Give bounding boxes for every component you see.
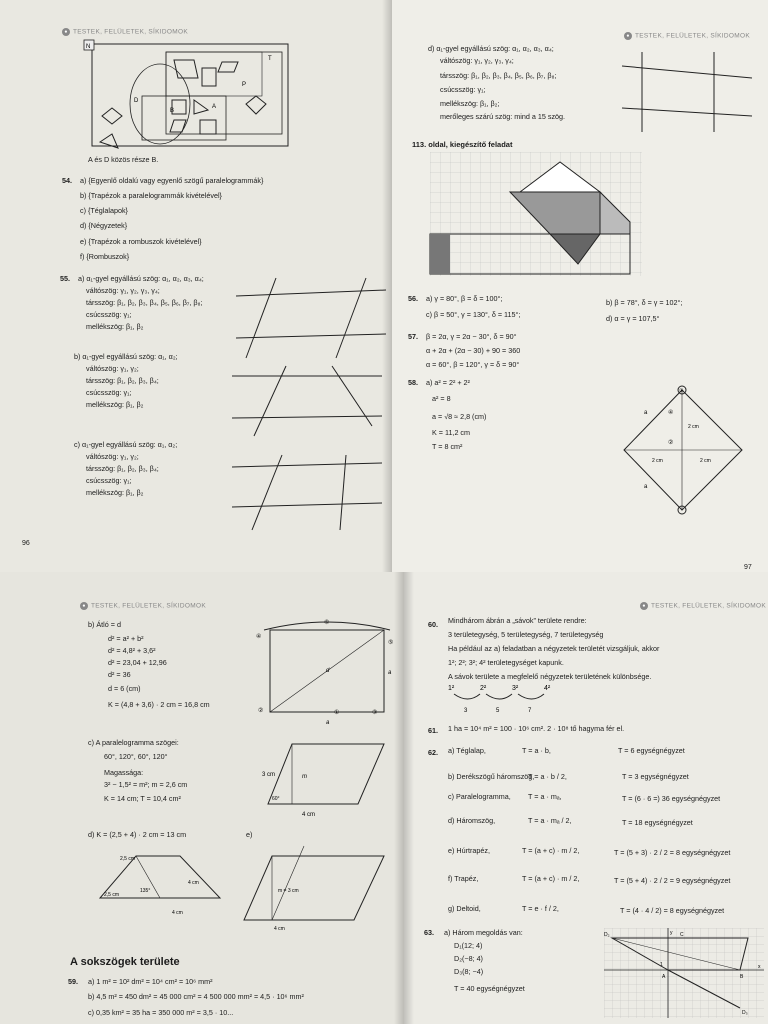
height-3cm-label: m = 3 cm [278, 888, 299, 894]
q56-c: c) β = 50°, γ = 130°, δ = 115°; [426, 310, 521, 319]
q55d-line: társszög: β₁, β₂, β₃, β₄, β₅, β₆, β₇, β₈; [440, 71, 557, 80]
q55d-line: mellékszög: β₁, β₂; [440, 99, 500, 108]
q56-b: b) β = 78°, δ = γ = 102°; [606, 298, 683, 307]
y-axis-label: y [670, 930, 673, 936]
q62-type: a) Téglalap, [448, 746, 486, 755]
side-4cm-label: 4 cm [302, 812, 316, 818]
point-D2-label: D₂ [604, 932, 610, 938]
q58b-line: b) Átló = d [88, 620, 121, 629]
q58b-line: K = (4,8 + 3,6) · 2 cm = 16,8 cm [108, 700, 210, 709]
q63-number: 63. [424, 928, 434, 937]
q62-formula: T = e · f / 2, [522, 904, 559, 913]
diagonal-label: d [326, 668, 330, 674]
circle-3-label: ③ [372, 710, 378, 716]
page-number: 96 [22, 540, 30, 547]
q59-line: b) 4,5 m² = 450 dm² = 45 000 cm² = 4 500 000 mm² = 4,5 · 10⁶ mm² [88, 992, 304, 1001]
q58-line: a = √8 ≈ 2,8 (cm) [432, 412, 487, 421]
difference-term: 3 [464, 708, 468, 714]
q61-number: 61. [428, 726, 438, 735]
side-25b-label: 2,5 cm [104, 892, 120, 898]
q63-line: D₂(−8; 4) [454, 954, 483, 963]
parallelogram-figure-e [244, 846, 394, 936]
rhombus-side-label: a [644, 410, 648, 416]
square-term: 2² [480, 685, 487, 692]
section-title: A sokszögek területe [70, 956, 180, 968]
rhombus-2cm-label: 2 cm [700, 458, 711, 464]
side-a-label: a [326, 720, 330, 726]
q57-line: α = 60°, β = 120°, γ = δ = 90° [426, 360, 520, 369]
venn-set-T: T [268, 56, 272, 62]
q62-result: T = 3 egységnégyzet [622, 772, 689, 781]
q54-line: d) {Négyzetek} [80, 221, 128, 230]
q55c-line: váltószög: γ₁, γ₂; [86, 452, 139, 461]
page-99 [404, 572, 768, 1024]
square-differences-diagram [444, 680, 594, 714]
q57-number: 57. [408, 332, 418, 341]
difference-term: 5 [496, 708, 500, 714]
q58e-label: e) [246, 830, 253, 839]
circle-4-label: ④ [668, 410, 674, 416]
q62-result: T = (6 · 6 =) 36 egységnégyzet [622, 794, 721, 803]
q55a-line: a) α₁-gyel egyállású szög: α₁, α₂, α₃, α₄; [78, 274, 204, 283]
q59-line: a) 1 m² = 10² dm² = 10⁴ cm² = 10⁶ mm² [88, 977, 213, 986]
q58c-line: K = 14 cm; T = 10,4 cm² [104, 794, 181, 803]
q60-line: 3 területegység, 5 területegység, 7 területegység [448, 630, 604, 639]
q56-a: a) γ = 80°, β = δ = 100°; [426, 294, 503, 303]
q55a-line: társszög: β₁, β₂, β₃, β₄, β₅, β₆, β₇, β₈; [86, 298, 203, 307]
page-header: ● TESTEK, FELÜLETEK, SÍKIDOMOK [80, 602, 206, 610]
q58-line: a) a² = 2² + 2² [426, 378, 470, 387]
q58c-line: Magassága: [104, 768, 144, 777]
header-badge-icon: ● [624, 32, 632, 40]
difference-term: 7 [528, 708, 532, 714]
unit-label: 1 [660, 962, 663, 968]
side-b-label: a [388, 670, 392, 676]
circle-5-label: ⑤ [388, 640, 394, 646]
header-badge-icon: ● [640, 602, 648, 610]
q62-type: g) Deltoid, [448, 904, 481, 913]
q58c-line: 60°, 120°, 60°, 120° [104, 752, 168, 761]
venn-set-N: N [86, 44, 91, 50]
q62-formula: T = (a + c) · m / 2, [522, 846, 580, 855]
circle-6-label: ⑥ [324, 620, 330, 626]
q58-line: a² = 8 [432, 394, 451, 403]
q62-result: T = 18 egységnégyzet [622, 818, 693, 827]
q55d-line: váltószög: γ₁, γ₂, γ₃, γ₄; [440, 56, 514, 65]
q62-result: T = (5 + 4) · 2 / 2 = 9 egységnégyzet [614, 876, 731, 885]
q60-line: Ha például az a) feladatban a négyzetek területét vizsgáljuk, akkor [448, 644, 660, 653]
point-A-label: A [662, 974, 666, 980]
q54-line: c) {Téglalapok} [80, 206, 128, 215]
angle-figure-55b [232, 366, 382, 436]
q55b-line: b) α₁-gyel egyállású szög: α₁, α₂; [74, 352, 178, 361]
square-term: 3² [512, 685, 519, 692]
q62-formula: T = (a + c) · m / 2, [522, 874, 580, 883]
q60-line: 1²; 2²; 3²; 4² területegységet kapunk. [448, 658, 564, 667]
circle-4-label: ④ [256, 634, 262, 640]
q58b-line: d² = 4,8² + 3,6² [108, 646, 156, 655]
q55d-line: merőleges szárú szög: mind a 15 szög. [440, 112, 566, 121]
circle-3-label: ③ [679, 388, 684, 394]
coordinate-graph-63 [604, 928, 764, 1018]
q62-type: c) Paralelogramma, [448, 792, 511, 801]
point-C-label: C [680, 932, 684, 938]
q63-line: T = 40 egységnégyzet [454, 984, 525, 993]
q58c-line: c) A paralelogramma szögei: [88, 738, 179, 747]
square-term: 4² [544, 685, 551, 692]
venn-diagram [82, 38, 294, 150]
q54-line: b) {Trapézok a paralelogrammák kivételével} [80, 191, 222, 200]
trapezoid-figure-d [100, 844, 240, 924]
q63-line: D₁(12; 4) [454, 941, 483, 950]
circle-2-label: ② [668, 440, 674, 446]
q60-line: A sávok területe a megfelelő négyzetek területének különbsége. [448, 672, 652, 681]
q59-line: c) 0,35 km² = 35 ha = 350 000 m² = 3,5 · 10... [88, 1008, 234, 1017]
side-25-label: 2,5 cm [120, 856, 136, 862]
q62-type: f) Trapéz, [448, 874, 479, 883]
q55b-line: társszög: β₁, β₂, β₃, β₄; [86, 376, 159, 385]
q55c-line: mellékszög: β₁, β₂ [86, 488, 144, 497]
q61-text: 1 ha = 10⁴ m² = 100 · 10⁶ cm². 2 · 10⁸ tő hagyma fér el. [448, 724, 625, 733]
rhombus-figure-58 [624, 384, 754, 524]
venn-set-B: B [170, 108, 175, 114]
q58b-line: d² = a² + b² [108, 634, 144, 643]
q62-result: T = (4 · 4 / 2) = 8 egységnégyzet [620, 906, 725, 915]
rhombus-2cm-label: 2 cm [688, 424, 699, 430]
page-97 [392, 0, 768, 572]
venn-set-P: P [242, 82, 247, 88]
side-4cm-label: 4 cm [172, 910, 183, 916]
circle-1-label: ① [334, 710, 340, 716]
q62-formula: T = a · mₐ, [528, 792, 562, 801]
side-4cm-label: 4 cm [188, 880, 199, 886]
q62-formula: T = a · mₐ / 2, [528, 816, 572, 825]
q58-line: T = 8 cm² [432, 442, 463, 451]
q62-formula: T = a · b / 2, [528, 772, 567, 781]
q54-line: a) {Egyenlő oldalú vagy egyenlő szögű paralelogrammák} [80, 176, 264, 185]
point-B-label: B [740, 974, 744, 980]
venn-set-D: D [134, 98, 139, 104]
book-gutter [394, 572, 414, 1024]
q55a-line: váltószög: γ₁, γ₂, γ₃, γ₄; [86, 286, 160, 295]
q55c-line: társszög: β₁, β₂, β₃, β₄; [86, 464, 159, 473]
header-badge-icon: ● [80, 602, 88, 610]
q62-formula: T = a · b, [522, 746, 551, 755]
page-header: ● TESTEK, FELÜLETEK, SÍKIDOMOK [62, 28, 188, 36]
q58b-line: d² = 23,04 + 12,96 [108, 658, 167, 667]
q56-number: 56. [408, 294, 418, 303]
side-4cm-label: 4 cm [274, 926, 285, 932]
q63-line: a) Három megoldás van: [444, 928, 523, 937]
page-header: ● TESTEK, FELÜLETEK, SÍKIDOMOK [640, 602, 766, 610]
venn-set-A: A [212, 104, 217, 110]
q62-result: T = (5 + 3) · 2 / 2 = 8 egységnégyzet [614, 848, 731, 857]
q54-number: 54. [62, 176, 72, 185]
q54-line: f) {Rombuszok} [80, 252, 130, 261]
q56-d: d) α = γ = 107,5° [606, 314, 660, 323]
q55b-line: csúcsszög: γ₁; [86, 388, 132, 397]
circle-2-label: ② [258, 708, 264, 714]
q57-line: β = 2α, γ = 2α − 30°, δ = 90° [426, 332, 517, 341]
q62-type: d) Háromszög, [448, 816, 496, 825]
q55a-line: csúcsszög: γ₁; [86, 310, 132, 319]
q62-type: b) Derékszögű háromszög, [448, 772, 535, 781]
point-D3-label: D₃ [742, 1010, 748, 1016]
angle-figure-55c [232, 455, 382, 530]
square-term: 1² [448, 685, 455, 692]
q62-result: T = 6 egységnégyzet [618, 746, 685, 755]
grid-figure-113 [430, 152, 642, 276]
q55c-line: csúcsszög: γ₁; [86, 476, 132, 485]
page-98 [0, 572, 404, 1024]
q55a-line: mellékszög: β₁, β₂ [86, 322, 144, 331]
angle-135-label: 135° [140, 888, 151, 894]
q60-line: Mindhárom ábrán a „sávok” területe rendre: [448, 616, 587, 625]
q58-line: K = 11,2 cm [432, 428, 471, 437]
q54-line: e) {Trapézok a rombuszok kivételével} [80, 237, 202, 246]
q55d-line: csúcsszög: γ₁; [440, 85, 486, 94]
q55d-line: d) α₁-gyel egyállású szög: α₁, α₂, α₃, α₄; [428, 44, 554, 53]
q55-number: 55. [60, 274, 70, 283]
q58c-line: 3² − 1,5² = m²; m = 2,6 cm [104, 780, 188, 789]
q58-number: 58. [408, 378, 418, 387]
header-badge-icon: ● [62, 28, 70, 36]
q55c-line: c) α₁-gyel egyállású szög: α₁, α₂; [74, 440, 178, 449]
angle-60-label: 60° [272, 796, 280, 802]
side-3cm-label: 3 cm [262, 772, 276, 778]
angle-figure-55d [622, 52, 752, 132]
rhombus-2cm-label: 2 cm [652, 458, 663, 464]
rhombus-side-label: a [644, 484, 648, 490]
rectangle-figure-b [256, 608, 400, 728]
page-header: ● TESTEK, FELÜLETEK, SÍKIDOMOK [624, 32, 750, 40]
q113-title: 113. oldal, kiegészítő feladat [412, 140, 513, 149]
page-96 [0, 0, 392, 572]
q58b-line: d² = 36 [108, 670, 131, 679]
q59-number: 59. [68, 977, 78, 986]
page-number: 97 [744, 564, 752, 571]
q62-type: e) Húrtrapéz, [448, 846, 490, 855]
venn-caption: A és D közös része B. [88, 155, 159, 164]
q60-number: 60. [428, 620, 438, 629]
angle-figure-55a [236, 278, 386, 358]
x-axis-label: x [758, 964, 761, 970]
q58d-line: d) K = (2,5 + 4) · 2 cm = 13 cm [88, 830, 187, 839]
q55b-line: mellékszög: β₁, β₂ [86, 400, 144, 409]
q63-line: D₃(8; −4) [454, 967, 484, 976]
q57-line: α + 2α + (2α − 30) + 90 = 360 [426, 346, 521, 355]
parallelogram-figure-c [262, 736, 402, 816]
q55b-line: váltószög: γ₁, γ₂; [86, 364, 139, 373]
q58b-line: d = 6 (cm) [108, 684, 141, 693]
q62-number: 62. [428, 748, 438, 757]
height-m-label: m [302, 774, 307, 780]
